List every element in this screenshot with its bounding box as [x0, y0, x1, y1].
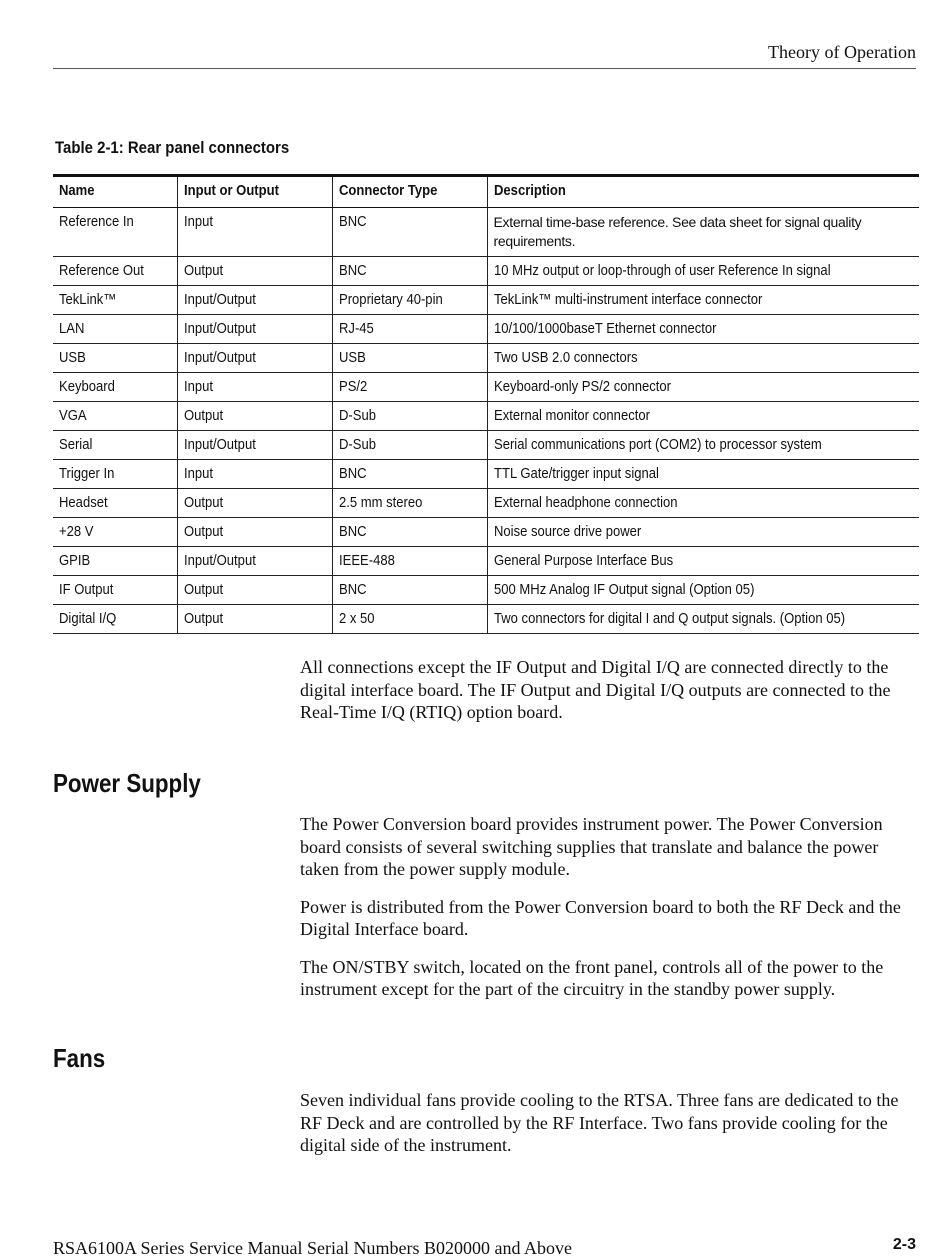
cell-name: VGA: [53, 402, 177, 431]
cell-description: External headphone connection: [487, 489, 919, 518]
cell-description: Keyboard-only PS/2 connector: [487, 373, 919, 402]
cell-input-output: Output: [177, 518, 332, 547]
column-header-name: Name: [53, 176, 177, 208]
cell-description: External monitor connector: [487, 402, 919, 431]
table-row: [53, 208, 919, 257]
cell-input-output: Input/Output: [177, 315, 332, 344]
cell-description: Noise source drive power: [487, 518, 919, 547]
fans-paragraph: Seven individual fans provide cooling to the RTSA. Three fans are dedicated to the RF Deck and are controlled by the RF Interface. Two fans provide cooling for the digital side of the instrument.: [300, 1090, 899, 1155]
cell-name: Reference In: [53, 208, 177, 257]
cell-connector-type: BNC: [332, 576, 487, 605]
cell-name: IF Output: [53, 576, 177, 605]
table-row: [53, 344, 919, 373]
cell-connector-type: IEEE-488: [332, 547, 487, 576]
connections-paragraph-block: [300, 656, 918, 724]
table-row: [53, 460, 919, 489]
power-supply-paragraph: Power is distributed from the Power Conversion board to both the RF Deck and the Digital Interface board.: [300, 896, 901, 939]
cell-name: LAN: [53, 315, 177, 344]
running-header: Theory of Operation: [53, 42, 916, 69]
table-row: [53, 605, 919, 634]
cell-connector-type: RJ-45: [332, 315, 487, 344]
cell-description: 10 MHz output or loop-through of user Reference In signal: [487, 257, 919, 286]
table-row: [53, 518, 919, 547]
column-header-input-output: Input or Output: [177, 176, 332, 208]
cell-input-output: Input/Output: [177, 547, 332, 576]
table-row: [53, 431, 919, 460]
table-row: [53, 547, 919, 576]
table-header-row: [53, 176, 919, 208]
cell-input-output: Input/Output: [177, 286, 332, 315]
cell-name: Digital I/Q: [53, 605, 177, 634]
connections-paragraph: All connections except the IF Output and Digital I/Q are connected directly to the digital interface board. The IF Output and Digital I/Q outputs are connected to the Real-Time I/Q (RTIQ) option board.: [300, 657, 891, 722]
cell-input-output: Input: [177, 208, 332, 257]
cell-input-output: Input: [177, 460, 332, 489]
table-row: [53, 489, 919, 518]
cell-connector-type: 2 x 50: [332, 605, 487, 634]
table-row: [53, 576, 919, 605]
cell-name: USB: [53, 344, 177, 373]
cell-connector-type: 2.5 mm stereo: [332, 489, 487, 518]
cell-input-output: Output: [177, 605, 332, 634]
cell-connector-type: D-Sub: [332, 431, 487, 460]
table-row: [53, 315, 919, 344]
cell-connector-type: D-Sub: [332, 402, 487, 431]
cell-description: Serial communications port (COM2) to processor system: [487, 431, 919, 460]
cell-description: TekLink™ multi-instrument interface connector: [487, 286, 919, 315]
cell-description: Two connectors for digital I and Q output signals. (Option 05): [487, 605, 919, 634]
fans-section: [300, 1089, 918, 1157]
column-header-connector-type: Connector Type: [332, 176, 487, 208]
power-supply-paragraph: The ON/STBY switch, located on the front panel, controls all of the power to the instrument except for the part of the circuitry in the standby power supply.: [300, 956, 884, 999]
cell-name: GPIB: [53, 547, 177, 576]
cell-input-output: Output: [177, 576, 332, 605]
cell-connector-type: BNC: [332, 460, 487, 489]
cell-name: Keyboard: [53, 373, 177, 402]
cell-description: 500 MHz Analog IF Output signal (Option 05): [487, 576, 919, 605]
cell-description: TTL Gate/trigger input signal: [487, 460, 919, 489]
cell-connector-type: BNC: [332, 518, 487, 547]
cell-input-output: Output: [177, 402, 332, 431]
cell-description: 10/100/1000baseT Ethernet connector: [487, 315, 919, 344]
column-header-description: Description: [487, 176, 919, 208]
table-row: [53, 257, 919, 286]
cell-name: +28 V: [53, 518, 177, 547]
cell-description: Two USB 2.0 connectors: [487, 344, 919, 373]
cell-description: External time-base reference. See data sheet for signal quality requirements.: [487, 208, 919, 257]
table-row: [53, 373, 919, 402]
power-supply-section: [300, 813, 918, 1001]
footer-page-number: 2-3: [892, 1236, 916, 1253]
table-body: [53, 208, 919, 634]
table-caption: Table 2-1: Rear panel connectors: [55, 138, 290, 157]
cell-connector-type: USB: [332, 344, 487, 373]
cell-input-output: Output: [177, 257, 332, 286]
cell-input-output: Output: [177, 489, 332, 518]
fans-heading: Fans: [53, 1043, 106, 1073]
table-row: [53, 286, 919, 315]
cell-name: Serial: [53, 431, 177, 460]
cell-connector-type: BNC: [332, 208, 487, 257]
cell-name: Trigger In: [53, 460, 177, 489]
table-row: [53, 402, 919, 431]
cell-connector-type: Proprietary 40-pin: [332, 286, 487, 315]
cell-connector-type: BNC: [332, 257, 487, 286]
cell-input-output: Input/Output: [177, 344, 332, 373]
cell-name: Reference Out: [53, 257, 177, 286]
cell-input-output: Input: [177, 373, 332, 402]
cell-description: General Purpose Interface Bus: [487, 547, 919, 576]
cell-name: TekLink™: [53, 286, 177, 315]
cell-name: Headset: [53, 489, 177, 518]
footer-manual-title: RSA6100A Series Service Manual Serial Numbers B020000 and Above: [53, 1238, 572, 1258]
power-supply-paragraph: The Power Conversion board provides instrument power. The Power Conversion board consists of several switching supplies that translate and balance the power taken from the power supply module.: [300, 814, 883, 879]
cell-connector-type: PS/2: [332, 373, 487, 402]
power-supply-heading: Power Supply: [53, 768, 201, 798]
cell-input-output: Input/Output: [177, 431, 332, 460]
rear-panel-connectors-table: [53, 174, 919, 634]
